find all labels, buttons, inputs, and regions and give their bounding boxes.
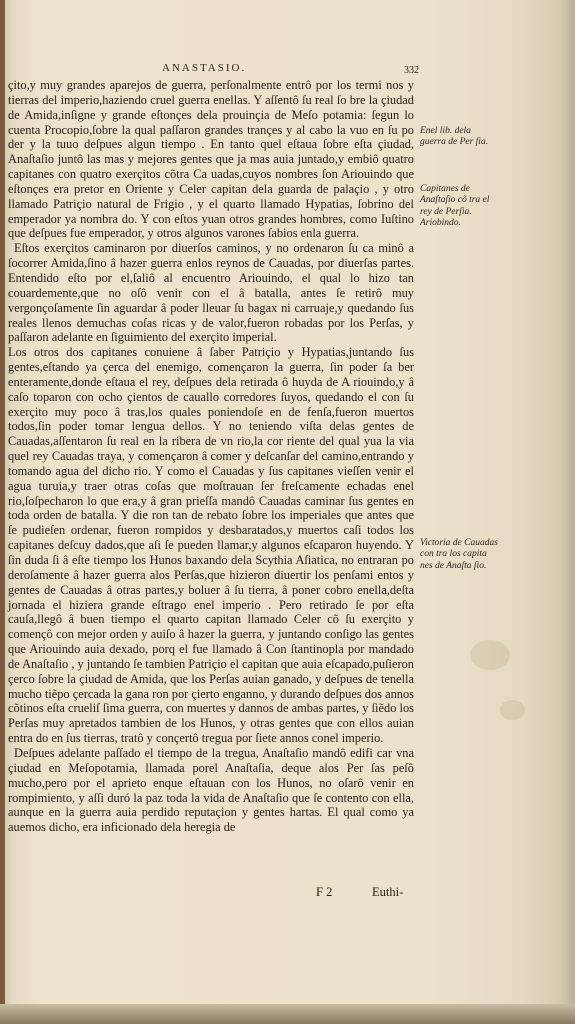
- foxing-stain: [500, 700, 525, 720]
- catchword: Euthi-: [372, 885, 404, 899]
- text-block: [8, 78, 414, 835]
- signature-mark: F 2: [316, 885, 333, 899]
- marginal-note: Capitanes de Anaſtaſio cõ tra el rey de Perſia. Ariobindo.: [420, 184, 490, 229]
- paragraph: Los otros dos capitanes conuiene â ſaber Patriçio y Hypatias,juntando ſus gentes,eſtando ya çerca del enemigo, començaron la guerra, ſin poder ſa ber enteramente,donde eſtaua el rey, deſpues dela retirada ô huyda de A riouindo,y â caſo toparon con ocho çientos de cauallo corredores ſuyos, quedando el con ſu exerçito muy poco â tras,los quales poniendoſe en de fenſa,fueron muertos todos,ſin poder tomar lengua dellos. Y no teniendo viſta delas gentes de Cauadas,aſſentaron ſu real en la ribera de vn rio,la cor riente del qual yua la via quel rey Cauadas traya, y començaron â comer y deſcanſar del camino,entrando y tomando agua del dicho rio. Y como el Cauadas y ſus capitanes vieſſen venir el agua turuia,y traer otras coſas que moſtrauan ſer freſcamente echadas enel rio,ſoſpecharon lo que era,y â gran prieſſa mandô Cauadas caminar ſus gentes en toda orden de batalla. Y die ron tan de rebato ſobre los imperiales que antes que ſe pudieſen ordenar, fueron rompidos y desbaratados,y muertos caſi todos los capitanes deſcuy dados,que aſi ſe pueden llamar,y algunos eſcaparon huyendo. Y ſin duda ſi â eſte tiempo los Hunos baxando dela Scythia Aſiatica, no entraran po deroſamente â hazer guerra alos Perſas,que hizieron diuertir los penſami entos y gentes de Cauadas â otras partes,y boluer â ſu tierra, â poner cobro enella,deſta jornada el hiziera grande eſtrago enel imperio . Pero retirado ſe por eſta cauſa,llegô â buen tiempo el quarto capitan llamado Celer cõ ſu exerçito y començô con mejor orden y auiſo â hazer la guerra, y juntando conſigo las gentes que Ariouindo auia dexado, porq el fue llamado â Con ſtantinopla por mandado de Anaſtaſio , y juntando ſe tambien Patriçio el capitan que auia eſcapado,puſieron çerco ſobre la çiudad de Amida, que los Perſas auian ganado, y deſpues de tenella mucho tiẽpo çercada la gana ron por çierto enganno, y durando deſpues dos annos cõtinos eſta crueliſ ſima guerra, con muertes y dannos de ambas partes, y ſiẽdo los Perſas muy apretados tambien de los Hunos, y otras gentes que con ellos auian entra do en ſus tierras, tratô y conçertô tregua por ſiete annos conel imperio.: [8, 345, 414, 746]
- page-bottom-edge: [0, 1004, 575, 1024]
- folio-number: 332: [404, 65, 419, 76]
- binding-edge: [0, 0, 5, 1024]
- paragraph: çito,y muy grandes aparejos de guerra, perſonalmente entrô por los termi nos y tierras del imperio,haziendo cruel guerra enellas. Y aſſentô ſu real ſo bre la çiudad de Amida,inſigne y grande eſtonçes dela prouinçia de Meſo potamia: ſegun lo cuenta Procopio,ſobre la qual paſſaron grandes trançes y al cabo la vuo en ſu po der y la tuuo deſpues algun tiempo . En tanto quel eſtaua ſobre eſta çiudad, Anaſtaſio juntô las mas y mejores gentes que ja mas auia juntado,y embiô quatro capitanes con quatro exerçitos cõtra Ca uadas,cuyos nombres ſon Ariouindo que eſtonçes era pretor en Oriente y Celer capitan dela guarda de palaçio , y otro llamado Patriçio natural de Frigio , y el quarto llamado Hypatias, ſobrino del emperador ya nombra do. Y con eſtos yuan otros grandes hombres, como Iuſtino que deſpues fue emperador, y otros algunos varones ſabios enla guerra.: [8, 78, 414, 241]
- running-title: ANASTASIO.: [162, 62, 247, 74]
- foxing-stain: [470, 640, 510, 670]
- paragraph: Eſtos exerçitos caminaron por diuerſos caminos, y no ordenaron ſu ca minô a ſocorrer Amida,ſino â hazer guerra enlos reynos de Cauadas, por diuerſas partes. Entendido eſto por el,ſaliô al encuentro Ariouindo, el qual lo hizo tan couardemente,que no oſô venir con el â batalla, antes ſe retirô muy vergonçoſamente ſin aguardar â poder lleuar ſu bagax ni carruaje,y quedando ſus reales llenos demuchas coſas ricas y de valor,fueron robadas por los Perſas, y paſſaron adelante en ſiguimiento del exerçito imperial.: [8, 241, 414, 345]
- marginal-note: Enel lib. dela guerra de Per ſia.: [420, 126, 489, 148]
- paragraph: Deſpues adelante paſſado el tiempo de la tregua, Anaſtaſio mandô edifi car vna çiudad en Meſopotamia, llamada porel Anaſtaſia, deque alos Per ſas peſô mucho,pero por el aprieto enque eſtauan con los Hunos, no oſarô venir en rompimiento, y aſſi duró la paz toda la vida de Anaſtaſio que ſe contento con ella, aunque en la guerra auia perdido reputaçion y gentes hartas. El qual como ya auemos dicho, era inficionado dela heregia de: [8, 745, 414, 835]
- marginal-note: Victoria de Cauadas con tra los capita nes de Anaſta ſio.: [420, 538, 498, 571]
